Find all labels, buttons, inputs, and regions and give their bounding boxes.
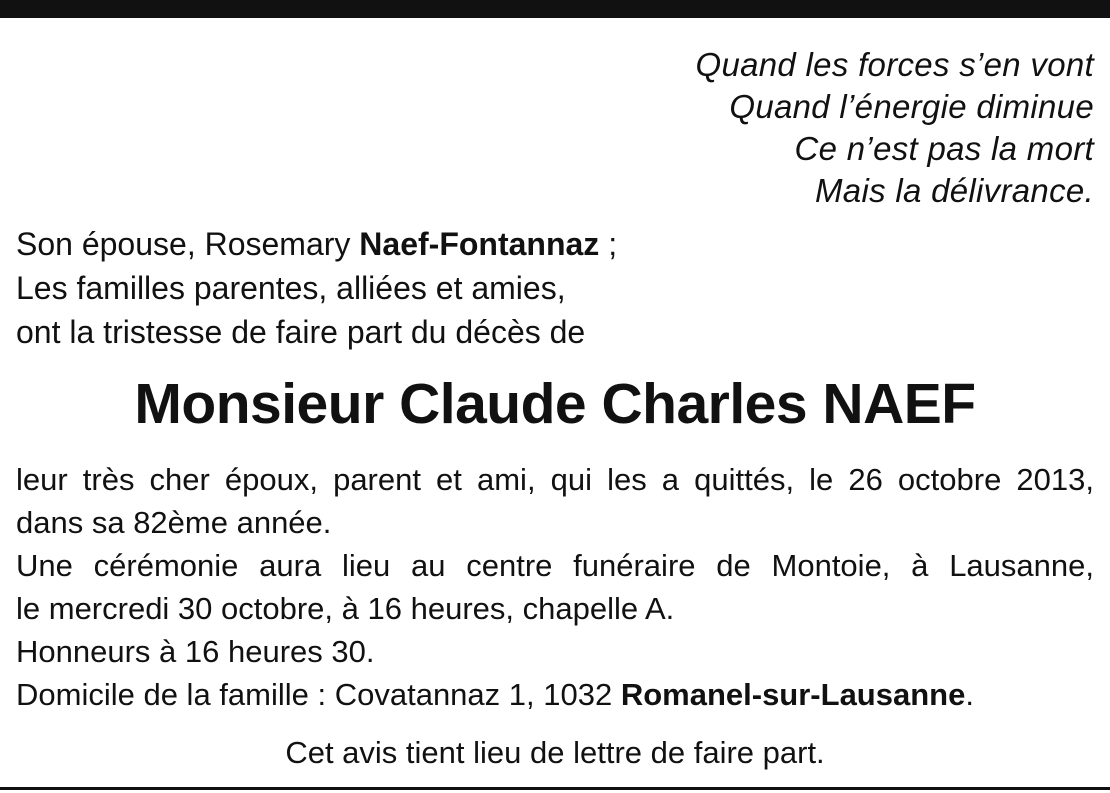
bottom-border-rule	[0, 787, 1110, 790]
closing-note: Cet avis tient lieu de lettre de faire part.	[285, 735, 825, 770]
body-line-relationship: leur très cher époux, parent et ami, qui les a quittés, le 26 octobre 2013,	[16, 462, 1094, 497]
intro-line-spouse	[16, 222, 617, 266]
poem-line: Quand les forces s’en vont	[695, 46, 1094, 83]
announcement-intro	[16, 222, 617, 354]
top-border-rule	[0, 0, 1110, 18]
domicile-locality: Romanel-sur-Lausanne	[620, 677, 966, 712]
body-line-honours: Honneurs à 16 heures 30.	[16, 634, 375, 669]
poem-line: Ce n’est pas la mort	[794, 130, 1094, 167]
poem-line: Mais la délivrance.	[815, 172, 1094, 209]
body-line-ceremony-place: Une cérémonie aura lieu au centre funéraire de Montoie, à Lausanne,	[16, 548, 1094, 583]
intro-spouse-prefix: Son épouse, Rosemary	[16, 226, 360, 262]
intro-line-families: Les familles parentes, alliées et amies,	[16, 270, 566, 306]
poem-line: Quand l’énergie diminue	[729, 88, 1094, 125]
intro-line-announcement: ont la tristesse de faire part du décès de	[16, 314, 586, 350]
deceased-name-heading: Monsieur Claude Charles NAEF	[134, 372, 976, 436]
spouse-surname: Naef-Fontannaz	[359, 226, 600, 262]
body-line-ceremony-time: le mercredi 30 octobre, à 16 heures, chapelle A.	[16, 591, 675, 626]
epigraph-poem	[695, 44, 1094, 212]
body-line-age: dans sa 82ème année.	[16, 505, 332, 540]
domicile-prefix: Domicile de la famille : Covatannaz 1, 1032	[16, 677, 621, 712]
announcement-body	[16, 458, 1094, 716]
body-line-domicile	[16, 673, 1094, 716]
domicile-suffix: .	[965, 677, 974, 712]
intro-spouse-suffix: ;	[599, 226, 618, 262]
